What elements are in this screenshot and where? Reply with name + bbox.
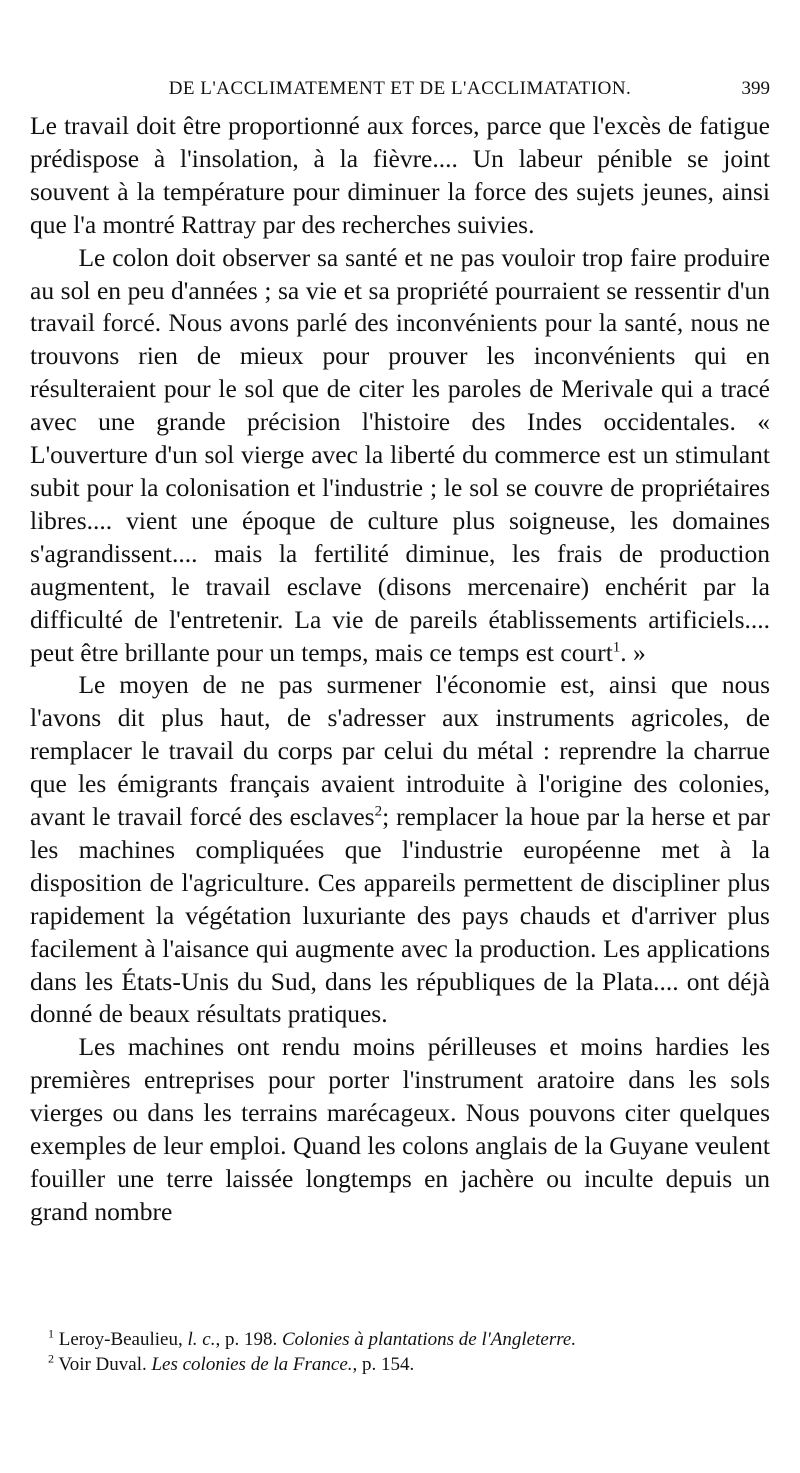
footnote-author: Leroy-Beaulieu, (58, 1329, 188, 1350)
footnote-2 (30, 1352, 770, 1377)
footnote-title: Colonies à plantations de l'Angleterre. (281, 1329, 577, 1350)
footnote-ref-2: 2 (374, 803, 383, 820)
footnotes (30, 1327, 770, 1377)
body-text (30, 110, 770, 1229)
paragraph-2-text-end: . » (620, 637, 646, 667)
footnote-page: , p. 154. (352, 1354, 415, 1375)
paragraph-3-text: Le moyen de ne pas surmener l'économie est, ainsi que nous l'avons dit plus haut, de s'adresser aux instruments agricoles, de remplacer le travail du corps par celui du métal : reprendre la charrue que les émigrants français avaient introduite à l'origine des colonies, avant le travail forcé des esclaves (30, 670, 770, 832)
footnote-ref-1: 1 (612, 639, 621, 655)
footnote-ref-abbrev: l. c. (187, 1329, 216, 1350)
footnote-1 (30, 1327, 770, 1352)
book-page (30, 0, 770, 1473)
paragraph-4: Les machines ont rendu moins périlleuses et moins hardies les premières entreprises pour porter l'instrument aratoire dans les sols vierges ou dans les terrains marécageux. Nous pouvons citer quelques exemples de leur emploi. Quand les colons anglais de la Guyane veulent fouiller une terre laissée longtemps en jachère ou inculte depuis un grand nombre (30, 1032, 770, 1226)
running-head (30, 76, 770, 106)
paragraph-2-text: Le colon doit observer sa santé et ne pas vouloir trop faire produire au sol en peu d'années ; sa vie et sa propriété pourraient se ressentir d'un travail forcé. Nous avons parlé des inconvénients pour la santé, nous ne trouvons rien de mieux pour prouver les inconvénients qui en résulteraient pour le sol que de citer les paroles de Merivale qui a tracé avec une grande précision l'histoire des Indes occidentales. « L'ouverture d'un sol vierge avec la liberté du commerce est un stimulant subit pour la colonisation et l'industrie ; le sol se couvre de propriétaires libres.... vient une époque de culture plus soigneuse, les domaines s'agrandissent.... mais la fertilité diminue, les frais de production augmentent, le travail esclave (disons mercenaire) enchérit par la difficulté de l'entretenir. La vie de pareils établissements artificiels.... peut être brillante pour un temps, mais ce temps est court (30, 242, 770, 667)
page-number: 399 (741, 78, 770, 99)
footnote-mark: 1 (48, 1326, 54, 1341)
paragraph-2 (30, 242, 770, 670)
footnote-author: Voir Duval. (58, 1354, 152, 1375)
footnote-mark: 2 (48, 1351, 54, 1366)
footnote-page: , p. 198. (215, 1329, 282, 1350)
footnote-title: Les colonies de la France. (151, 1354, 353, 1375)
paragraph-3-text-end: ; remplacer la houe par la herse et par les machines compliquées que l'industrie européenne met à la disposition de l'agriculture. Ces appareils permettent de discipliner plus rapidement la végétation luxuriante des pays chauds et d'arriver plus facilement à l'aisance qui augmente avec la production. Les applications dans les États-Unis du Sud, dans les républiques de la Plata.... ont déjà donné de beaux résultats pratiques. (30, 802, 770, 1029)
paragraph-3 (30, 669, 770, 1031)
paragraph-1: Le travail doit être proportionné aux forces, parce que l'excès de fatigue prédispose à l'insolation, à la fièvre.... Un labeur pénible se joint souvent à la température pour diminuer la force des sujets jeunes, ainsi que l'a montré Rattray par des recherches suivies. (30, 111, 770, 239)
running-title: DE L'ACCLIMATEMENT ET DE L'ACCLIMATATION. (168, 78, 632, 99)
